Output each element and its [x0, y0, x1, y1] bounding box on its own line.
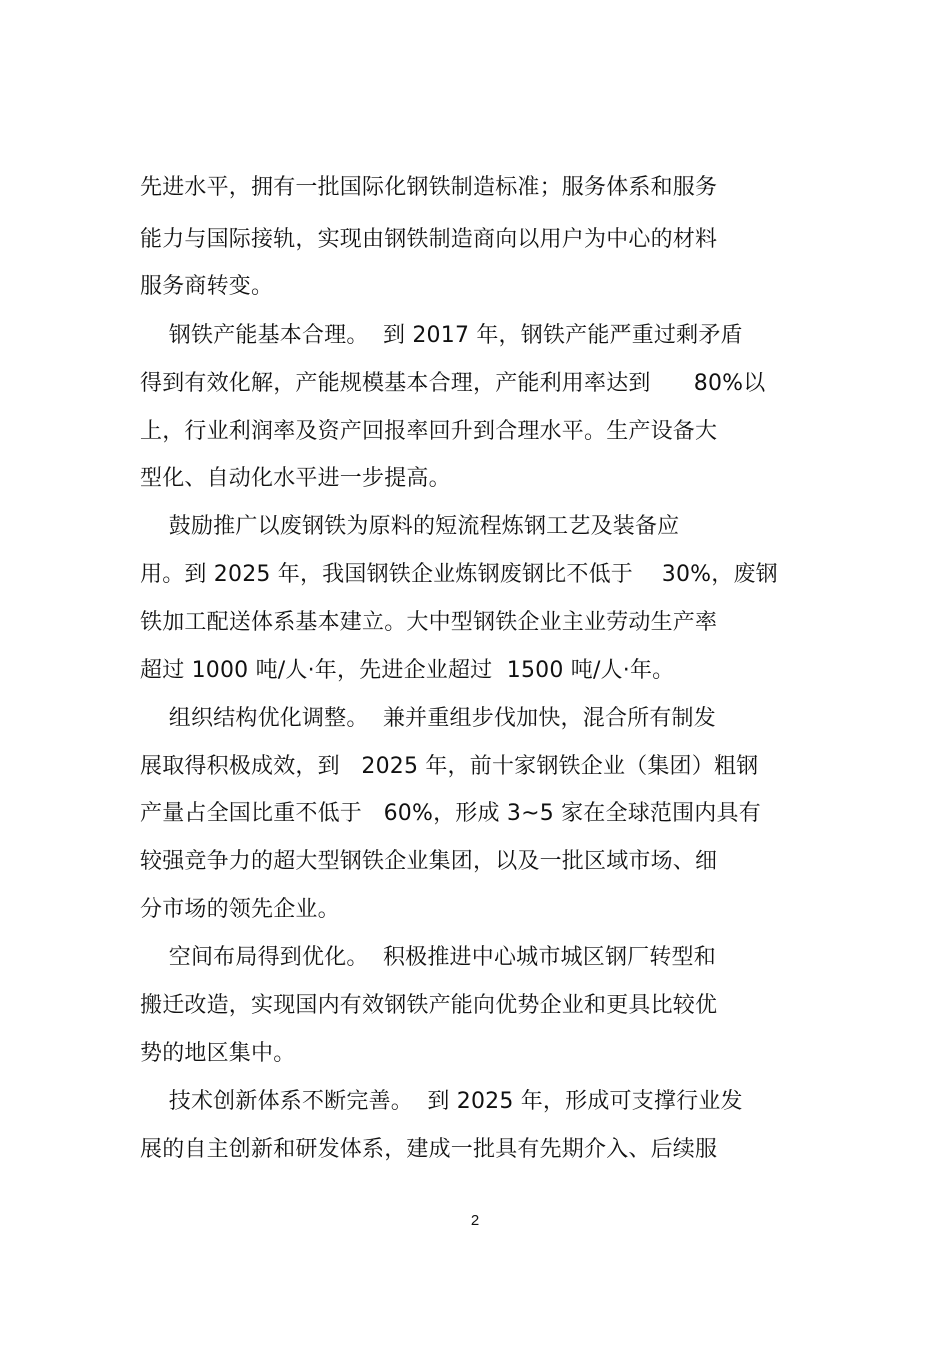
text-line: 上，行业利润率及资产回报率回升到合理水平。生产设备大	[140, 419, 718, 444]
text-line: 分市场的领先企业。	[140, 897, 340, 922]
text-line: 超过 1000 吨/人·年，先进企业超过 1500 吨/人·年。	[140, 658, 675, 683]
text-line: 搬迁改造，实现国内有效钢铁产能向优势企业和更具比较优	[140, 993, 718, 1018]
text-line: 势的地区集中。	[140, 1041, 296, 1066]
page-number: 2	[470, 1212, 480, 1229]
text-line: 用。到 2025 年，我国钢铁企业炼钢废钢比不低于 30%，废钢	[140, 562, 778, 587]
text-line: 先进水平，拥有一批国际化钢铁制造标准；服务体系和服务	[140, 175, 718, 200]
text-line: 技术创新体系不断完善。 到 2025 年，形成可支撑行业发	[140, 1089, 743, 1114]
text-line: 能力与国际接轨，实现由钢铁制造商向以用户为中心的材料	[140, 227, 718, 252]
text-line: 钢铁产能基本合理。 到 2017 年，钢铁产能严重过剩矛盾	[140, 323, 743, 348]
text-line: 空间布局得到优化。 积极推进中心城市城区钢厂转型和	[140, 945, 716, 970]
text-line: 展的自主创新和研发体系，建成一批具有先期介入、后续服	[140, 1137, 718, 1162]
text-line: 铁加工配送体系基本建立。大中型钢铁企业主业劳动生产率	[140, 610, 718, 635]
text-line: 组织结构优化调整。 兼并重组步伐加快，混合所有制发	[140, 706, 716, 731]
text-line: 型化、自动化水平进一步提高。	[140, 466, 451, 491]
text-line: 展取得积极成效，到 2025 年，前十家钢铁企业（集团）粗钢	[140, 754, 759, 779]
text-line: 得到有效化解，产能规模基本合理，产能利用率达到 80%以	[140, 371, 766, 396]
text-line: 服务商转变。	[140, 274, 274, 299]
text-line: 产量占全国比重不低于 60%，形成 3~5 家在全球范围内具有	[140, 801, 761, 826]
text-line: 鼓励推广以废钢铁为原料的短流程炼钢工艺及装备应	[140, 514, 680, 539]
text-line: 较强竞争力的超大型钢铁企业集团，以及一批区域市场、细	[140, 849, 718, 874]
